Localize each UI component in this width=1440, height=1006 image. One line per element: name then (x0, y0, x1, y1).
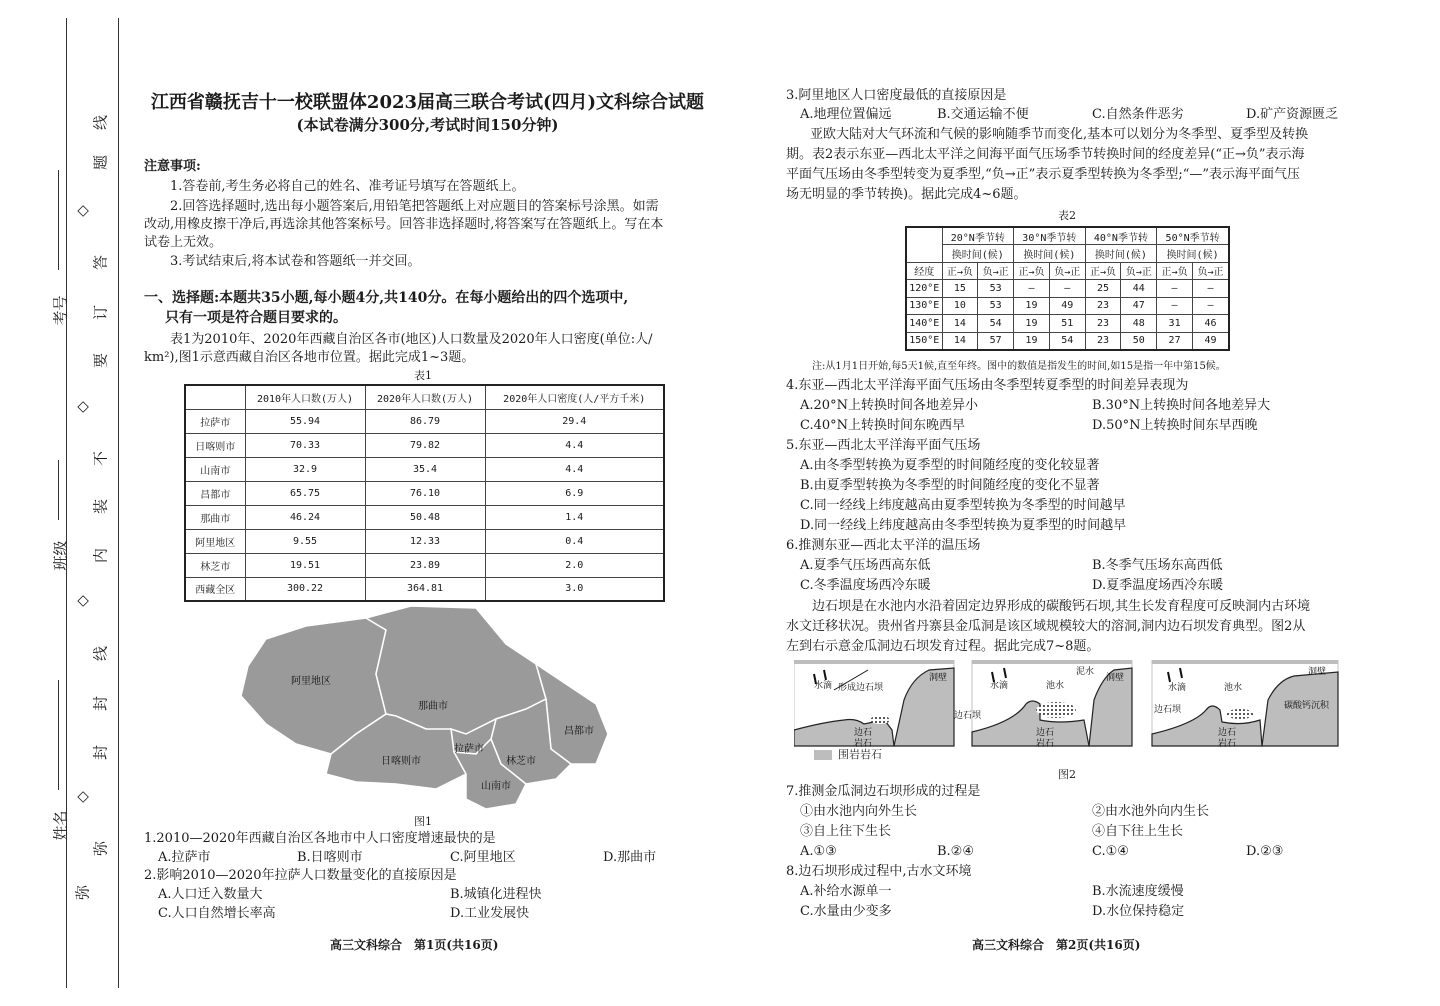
q1-option-b[interactable]: B.日喀则市 (297, 850, 363, 865)
fig-label: 形成边石坝 (838, 683, 884, 693)
table-cell: — (1157, 280, 1193, 298)
table-cell: 46 (1192, 315, 1229, 333)
binding-char: 装 (91, 499, 110, 515)
table-cell: 27 (1157, 332, 1193, 350)
table-cell: 53 (978, 297, 1014, 315)
table-body (906, 280, 1229, 350)
table-header: 负→正 (978, 262, 1014, 280)
table-row (185, 409, 664, 433)
table-cell: 130°E (906, 297, 942, 315)
binding-char: 订 (91, 305, 110, 321)
q3-option-c[interactable]: C.自然条件恶劣 (1092, 107, 1184, 122)
q4-option-c[interactable]: C.40°N上转换时间东晚西早 (800, 418, 966, 433)
name-field[interactable] (58, 680, 59, 790)
fig-label: 岩石 (854, 739, 873, 749)
binding-char: 答 (91, 255, 110, 271)
table-cell: 2.0 (485, 553, 664, 577)
passage-line: 水文迁移状况。贵州省丹寨县金瓜洞是该区域规模较大的溶洞,洞内边石坝发育典型。图2从 (786, 619, 1306, 634)
table-header: 正→负 (942, 262, 978, 280)
table-cell: 86.79 (365, 409, 485, 433)
map-label: 阿里地区 (291, 676, 331, 687)
table-cell: 14 (942, 332, 978, 350)
class-label: 班级 (51, 540, 70, 571)
table-header-row (906, 227, 1229, 245)
diamond-icon: ◇ (73, 401, 91, 413)
q2-option-a[interactable]: A.人口迁入数量大 (158, 887, 263, 902)
q8-option-c[interactable]: C.水量由少变多 (800, 904, 892, 919)
table-cell: 23 (1085, 332, 1121, 350)
table-cell: 1.4 (485, 505, 664, 529)
fig-label: 水滴 (1168, 683, 1187, 693)
binding-char: 不 (91, 451, 110, 467)
table-cell: 76.10 (365, 481, 485, 505)
table-cell: 那曲市 (185, 505, 245, 529)
table-cell: 50 (1121, 332, 1157, 350)
question-stem: 2.影响2010—2020年拉萨人口数量变化的直接原因是 (144, 868, 457, 883)
table-cell: 19.51 (245, 553, 365, 577)
question-stem: 5.东亚—西北太平洋海平面气压场 (786, 438, 981, 453)
table-header: 20°N季节转 (942, 227, 1014, 245)
passage-line: 亚欧大陆对大气环流和气候的影响随季节而变化,基本可以划分为冬季型、夏季型及转换 (810, 127, 1309, 142)
q2-option-c[interactable]: C.人口自然增长率高 (158, 906, 276, 921)
table-cell: — (1192, 297, 1229, 315)
table-cell: 44 (1121, 280, 1157, 298)
q2-option-b[interactable]: B.城镇化进程快 (450, 887, 542, 902)
exam-number-label: 考号 (51, 295, 70, 326)
table-row (185, 577, 664, 601)
table-header: 经度 (906, 262, 942, 280)
notice-item: 改动,用橡皮擦干净后,再选涂其他答案标号。回答非选择题时,将答案写在答题纸上。写在本 (144, 217, 664, 232)
table-cell: 日喀则市 (185, 433, 245, 457)
notice-heading: 注意事项: (144, 159, 201, 174)
table-cell: 49 (1049, 297, 1085, 315)
fig-label: 水滴 (990, 681, 1009, 691)
panel-1 (794, 660, 954, 749)
q1-option-c[interactable]: C.阿里地区 (450, 850, 516, 865)
table-header: 负→正 (1121, 262, 1157, 280)
table-cell: 57 (978, 332, 1014, 350)
q7-option-c[interactable]: C.①④ (1092, 844, 1129, 859)
table-cell: 4.4 (485, 457, 664, 481)
table-header (185, 385, 245, 409)
table-row (185, 433, 664, 457)
fig-label: 岩石 (1218, 739, 1237, 749)
binding-char: 要 (91, 353, 110, 369)
binding-char: 线 (91, 646, 110, 662)
table-row (185, 481, 664, 505)
page-title: 江西省赣抚吉十一校联盟体2023届高三联合考试(四月)文科综合试题 (150, 92, 705, 113)
table-cell: 4.4 (485, 433, 664, 457)
table-cell: 15 (942, 280, 978, 298)
table-cell: 70.33 (245, 433, 365, 457)
q6-option-c[interactable]: C.冬季温度场西冷东暖 (800, 578, 931, 593)
table2-caption: 表2 (1058, 209, 1076, 222)
table-header: 换时间(候) (1014, 245, 1086, 263)
binding-char: 封 (91, 696, 110, 712)
table-header: 30°N季节转 (1014, 227, 1086, 245)
table-cell: — (1049, 280, 1085, 298)
passage-line: 期。表2表示东亚—西北太平洋之间海平面气压场季节转换时间的经度差异(“正→负”表示海 (786, 147, 1305, 162)
notice-item: 试卷上无效。 (144, 235, 223, 250)
notice-item: 2.回答选择题时,选出每小题答案后,用铅笔把答题纸上对应题目的答案标号涂黑。如需 (170, 199, 659, 214)
table-cell: — (1157, 297, 1193, 315)
table-cell: 9.55 (245, 529, 365, 553)
table-row (185, 457, 664, 481)
fig-label: 水滴 (814, 681, 833, 691)
fig-label: 池水 (1224, 683, 1243, 693)
table-header: 40°N季节转 (1085, 227, 1157, 245)
table-cell: 50.48 (365, 505, 485, 529)
table-header: 正→负 (1014, 262, 1050, 280)
page-subtitle: (本试卷满分300分,考试时间150分钟) (296, 116, 559, 134)
passage-line: 左到右示意金瓜洞边石坝发育过程。据此完成7~8题。 (786, 639, 1100, 654)
table-cell: 49 (1192, 332, 1229, 350)
table-cell: 46.24 (245, 505, 365, 529)
section-heading: 一、选择题:本题共35小题,每小题4分,共140分。在每小题给出的四个选项中, (144, 290, 629, 306)
section-intro: km²),图1示意西藏自治区各地市位置。据此完成1~3题。 (144, 350, 475, 365)
passage-line: 边石坝是在水池内水沿着固定边界形成的碳酸钙石坝,其生长发育程度可反映洞内古环境 (812, 599, 1311, 614)
table-cell: 19 (1014, 315, 1050, 333)
table-cell: 120°E (906, 280, 942, 298)
table-cell: 25 (1085, 280, 1121, 298)
q3-option-a[interactable]: A.地理位置偏远 (800, 107, 892, 122)
q6-option-b[interactable]: B.冬季气压场东高西低 (1092, 558, 1223, 573)
table-cell: 55.94 (245, 409, 365, 433)
q5-option-a[interactable]: A.由冬季型转换为夏季型的时间随经度的变化较显著 (800, 458, 1100, 473)
fig-label: 边石 (1036, 728, 1055, 738)
table1-caption: 表1 (414, 369, 432, 382)
table-row (185, 553, 664, 577)
binding-char: 题 (91, 155, 110, 171)
q5-option-c[interactable]: C.同一经线上纬度越高由夏季型转换为冬季型的时间越早 (800, 498, 1126, 513)
table-cell: 14 (942, 315, 978, 333)
table-cell: 23 (1085, 297, 1121, 315)
table-row (185, 505, 664, 529)
table-subheader-row (906, 262, 1229, 280)
fig2-caption: 图2 (1058, 768, 1076, 781)
map-label: 那曲市 (418, 701, 448, 712)
q4-option-d[interactable]: D.50°N上转换时间东早西晚 (1092, 418, 1258, 433)
binding-char: 线 (91, 115, 110, 131)
table-header: 正→负 (1085, 262, 1121, 280)
question-stem: 8.边石坝形成过程中,古水文环境 (786, 864, 972, 879)
q1-option-d[interactable]: D.那曲市 (603, 850, 657, 865)
table-header: 换时间(候) (942, 245, 1014, 263)
q5-option-b[interactable]: B.由夏季型转换为冬季型的时间随经度的变化不显著 (800, 478, 1100, 493)
table-cell: 23 (1085, 315, 1121, 333)
table-cell: 54 (978, 315, 1014, 333)
question-stem: 3.阿里地区人口密度最低的直接原因是 (786, 88, 1007, 103)
tibet-map (236, 604, 612, 812)
table-cell: 32.9 (245, 457, 365, 481)
fig-label: 边石 (854, 728, 873, 738)
question-stem: 4.东亚—西北太平洋海平面气压场由冬季型转夏季型的时间差异表现为 (786, 378, 1189, 393)
map-label: 拉萨市 (454, 744, 484, 755)
table-row (906, 332, 1229, 350)
table-cell: 10 (942, 297, 978, 315)
table-cell: 53 (978, 280, 1014, 298)
table-header: 2010年人口数(万人) (245, 385, 365, 409)
table-cell: — (1192, 280, 1229, 298)
table-header-row (185, 385, 664, 409)
exam-number-field[interactable] (58, 170, 59, 270)
table-header: 换时间(候) (1157, 245, 1229, 263)
fig-label: 边石坝 (954, 711, 982, 721)
q7-option-d[interactable]: D.②③ (1246, 844, 1284, 859)
table-cell: 0.4 (485, 529, 664, 553)
table-header: 50°N季节转 (1157, 227, 1229, 245)
q8-option-b[interactable]: B.水流速度缓慢 (1092, 884, 1184, 899)
class-field[interactable] (58, 460, 59, 520)
table-corner (906, 227, 942, 262)
table-cell: 昌都市 (185, 481, 245, 505)
binding-char: 弥 (91, 841, 110, 857)
q7-choice: ④自下往上生长 (1092, 824, 1184, 839)
footer-right: 高三文科综合 第2页(共16页) (972, 938, 1141, 952)
fig-label: 碳酸钙沉积 (1284, 701, 1330, 711)
table-cell: — (1014, 280, 1050, 298)
notice-item: 1.答卷前,考生务必将自己的姓名、准考证号填写在答题纸上。 (170, 179, 525, 194)
section-intro: 表1为2010年、2020年西藏自治区各市(地区)人口数量及2020年人口密度(单位:人/ (170, 332, 653, 347)
q7-option-a[interactable]: A.①③ (800, 844, 837, 859)
table-cell: 79.82 (365, 433, 485, 457)
panel-3 (1152, 660, 1338, 749)
table-header-row (906, 245, 1229, 263)
table-cell: 54 (1049, 332, 1085, 350)
table-cell: 150°E (906, 332, 942, 350)
table-cell: 29.4 (485, 409, 664, 433)
q2-option-d[interactable]: D.工业发展快 (450, 906, 530, 921)
q6-option-d[interactable]: D.夏季温度场西冷东暖 (1092, 578, 1224, 593)
table-cell: 31 (1157, 315, 1193, 333)
binding-char: 弥 (73, 885, 92, 901)
q6-option-a[interactable]: A.夏季气压场西高东低 (800, 558, 931, 573)
q8-option-d[interactable]: D.水位保持稳定 (1092, 904, 1185, 919)
q7-choice: ①由水池内向外生长 (800, 804, 918, 819)
map-label: 日喀则市 (381, 756, 421, 767)
table-cell: 364.81 (365, 577, 485, 601)
legend-label: 围岩岩石 (838, 748, 882, 761)
fig-label: 洞壁 (929, 673, 948, 683)
map-label: 林芝市 (506, 756, 536, 767)
fig-label: 边石 (1218, 728, 1237, 738)
table-cell: 35.4 (365, 457, 485, 481)
population-table (184, 384, 665, 602)
table-header: 负→正 (1192, 262, 1229, 280)
section-heading-2: 只有一项是符合题目要求的。 (165, 310, 347, 326)
q7-option-b[interactable]: B.②④ (937, 844, 974, 859)
table-cell: 阿里地区 (185, 529, 245, 553)
table-cell: 300.22 (245, 577, 365, 601)
q3-option-d[interactable]: D.矿产资源匮乏 (1246, 107, 1339, 122)
footer-left: 高三文科综合 第1页(共16页) (330, 938, 499, 952)
q7-choice: ③自上往下生长 (800, 824, 892, 839)
table-cell: 48 (1121, 315, 1157, 333)
q7-choice: ②由水池外向内生长 (1092, 804, 1210, 819)
legend-swatch (814, 750, 832, 760)
fig-label: 边石坝 (1154, 705, 1182, 715)
table-cell: 47 (1121, 297, 1157, 315)
binding-char: 封 (91, 745, 110, 761)
map-label: 昌都市 (564, 726, 594, 737)
table-cell: 51 (1049, 315, 1085, 333)
fig-label: 池水 (1046, 681, 1065, 691)
question-stem: 1.2010—2020年西藏自治区各地市中人口密度增速最快的是 (144, 831, 496, 846)
diamond-icon: ◇ (73, 595, 91, 607)
binding-char: 内 (91, 548, 110, 564)
table-body (185, 409, 664, 601)
table2-note: 注:从1月1日开始,每5天1候,直至年终。图中的数值是指发生的时间,如15是指一年中第15候。 (812, 361, 1226, 372)
q8-option-a[interactable]: A.补给水源单一 (800, 884, 892, 899)
passage-line: 平面气压场由冬季型转变为夏季型,“负→正”表示夏季型转换为冬季型;“—”表示海平面气压 (786, 167, 1300, 182)
name-label: 姓名 (51, 810, 70, 841)
binding-line-inner (118, 18, 119, 988)
q3-option-b[interactable]: B.交通运输不便 (937, 107, 1029, 122)
pressure-table (905, 226, 1230, 351)
table-cell: 19 (1014, 297, 1050, 315)
table-row (906, 280, 1229, 298)
q4-option-a[interactable]: A.20°N上转换时间各地差异小 (800, 398, 978, 413)
table-cell: 6.9 (485, 481, 664, 505)
table-row (906, 315, 1229, 333)
q1-option-a[interactable]: A.拉萨市 (158, 850, 211, 865)
q5-option-d[interactable]: D.同一经线上纬度越高由冬季型转换为夏季型的时间越早 (800, 518, 1127, 533)
q4-option-b[interactable]: B.30°N上转换时间各地差异大 (1092, 398, 1271, 413)
fig-label: 洞壁 (1106, 673, 1125, 683)
table-cell: 140°E (906, 315, 942, 333)
table-cell: 山南市 (185, 457, 245, 481)
table-header: 2020年人口密度(人/平方千米) (485, 385, 664, 409)
table-cell: 3.0 (485, 577, 664, 601)
notice-item: 3.考试结束后,将本试卷和答题纸一并交回。 (170, 254, 421, 269)
table-header: 2020年人口数(万人) (365, 385, 485, 409)
question-stem: 6.推测东亚—西北太平洋的温压场 (786, 538, 981, 553)
table-cell: 西藏全区 (185, 577, 245, 601)
fig-label: 岩石 (1036, 739, 1055, 749)
diamond-icon: ◇ (73, 791, 91, 803)
table-cell: 林芝市 (185, 553, 245, 577)
table-header: 负→正 (1049, 262, 1085, 280)
table-cell: 12.33 (365, 529, 485, 553)
panel-2 (954, 660, 1132, 749)
map-label: 山南市 (481, 781, 511, 792)
fig-label: 洞壁 (1308, 667, 1327, 677)
table-cell: 19 (1014, 332, 1050, 350)
table-cell: 65.75 (245, 481, 365, 505)
passage-line: 场无明显的季节转换)。据此完成4~6题。 (786, 187, 1027, 202)
table-row (185, 529, 664, 553)
table-header: 正→负 (1157, 262, 1193, 280)
table-cell: 拉萨市 (185, 409, 245, 433)
map1-caption: 图1 (414, 815, 432, 828)
table-header: 换时间(候) (1085, 245, 1157, 263)
question-stem: 7.推测金瓜洞边石坝形成的过程是 (786, 784, 981, 799)
table-row (906, 297, 1229, 315)
table-cell: 23.89 (365, 553, 485, 577)
diamond-icon: ◇ (73, 205, 91, 217)
fig-label: 泥水 (1076, 667, 1095, 677)
